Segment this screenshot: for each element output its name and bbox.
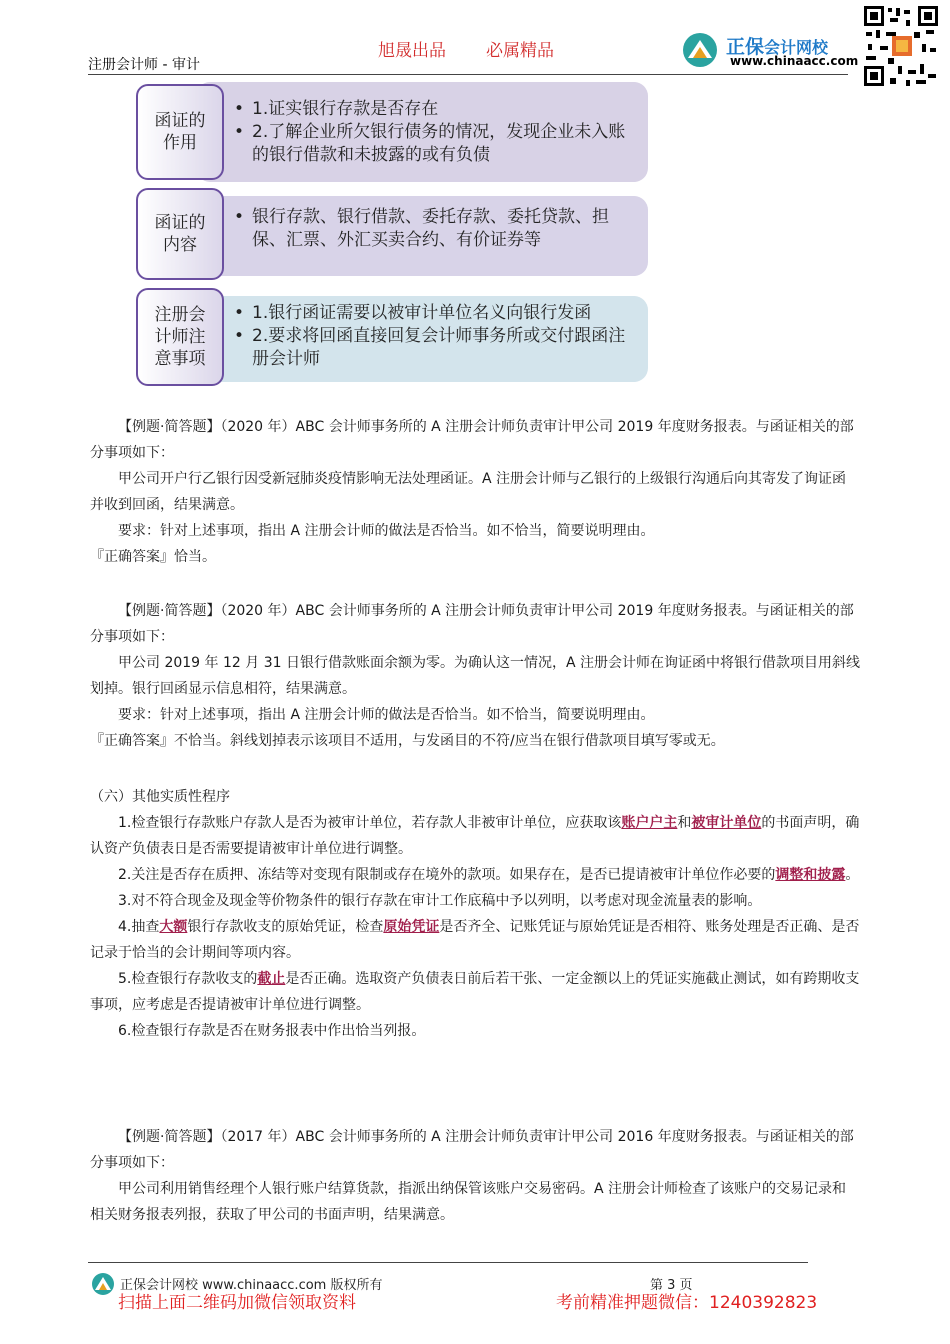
footer-promo-right: 考前精准押题微信：1240392823 [556,1293,818,1313]
diagram-item: • 2.要求将回函直接回复会计师事务所或交付跟函注册会计师 [234,325,639,371]
example-title: 【例题·简答题】（2020 年）ABC 会计师事务所的 A 注册会计师负责审计甲公司 2019 年度财务报表。与函证相关的部分事项如下： [90,419,854,461]
example-answer: 『正确答案』不恰当。斜线划掉表示该项目不适用，与发函目的不符/应当在银行借款项目填写零或无。 [90,733,725,749]
diagram-item: • 银行存款、银行借款、委托存款、委托贷款、担保、汇票、外汇买卖合约、有价证券等 [234,206,639,252]
diagram-label: 函证的 作用 [136,84,224,180]
header-subject: 注册会计师 - 审计 [88,57,200,73]
brand[interactable] [680,30,860,70]
highlight-term: 原始凭证 [383,919,440,935]
diagram-label: 注册会 计师注 意事项 [136,288,224,386]
highlight-term: 账户户主 [621,815,678,831]
diagram-items [234,98,639,167]
example-answer: 『正确答案』恰当。 [90,549,216,565]
example-title: 【例题·简答题】（2017 年）ABC 会计师事务所的 A 注册会计师负责审计甲公司 2016 年度财务报表。与函证相关的部分事项如下： [90,1129,854,1171]
brand-url: www.chinaacc.com [730,54,859,68]
diagram-row-notes [136,288,650,388]
page-number: 第 3 页 [650,1278,693,1293]
header-slogan [378,36,594,61]
brand-logo-icon [90,1272,116,1296]
diagram-items [234,302,639,371]
qr-code-icon [862,4,940,88]
section-heading: （六）其他实质性程序 [90,789,230,805]
procedure-item: 3.对不符合现金及现金等价物条件的银行存款在审计工作底稿中予以列明，以考虑对现金流量表的影响。 [118,893,762,909]
example-requirement: 要求：针对上述事项，指出 A 注册会计师的做法是否恰当。如不恰当，简要说明理由。 [118,707,655,723]
procedure-item: 2.关注是否存在质押、冻结等对变现有限制或存在境外的款项。如果存在，是否已提请被审计单位作必要的调整和披露。 [118,867,860,883]
footer-copyright: 正保会计网校 www.chinaacc.com 版权所有 [120,1278,383,1293]
procedure-item: 6.检查银行存款是否在财务报表中作出恰当列报。 [118,1023,426,1039]
brand-logo-icon [680,32,720,68]
example-body: 甲公司开户行乙银行因受新冠肺炎疫情影响无法处理函证。A 注册会计师与乙银行的上级银行沟通后向其寄发了询证函并收到回函，结果满意。 [90,471,847,513]
slogan-2: 必属精品 [486,41,554,61]
diagram-row-function [136,82,650,182]
diagram-items [234,206,639,252]
diagram-label: 函证的 内容 [136,188,224,280]
example-1 [90,414,860,570]
highlight-term: 被审计单位 [691,815,762,831]
highlight-term: 调整和披露 [775,867,846,883]
diagram-item: • 1.证实银行存款是否存在 [234,98,639,121]
header-rule [88,74,848,75]
diagram-row-content [136,188,650,276]
brand-name: 正保会计网校 [726,36,829,58]
highlight-term: 大额 [159,919,188,935]
example-title: 【例题·简答题】（2020 年）ABC 会计师事务所的 A 注册会计师负责审计甲公司 2019 年度财务报表。与函证相关的部分事项如下： [90,603,854,645]
footer-rule [88,1262,808,1263]
diagram-item: • 2.了解企业所欠银行债务的情况，发现企业未入账的银行借款和未披露的或有负债 [234,121,639,167]
procedure-item: 4.抽查大额银行存款收支的原始凭证，检查原始凭证是否齐全、记账凭证与原始凭证是否相符、账务处理是否正确、是否记录于恰当的会计期间等项内容。 [90,919,860,961]
example-3 [90,1124,860,1228]
section-other-procedures [90,784,860,1044]
example-body: 甲公司 2019 年 12 月 31 日银行借款账面余额为零。为确认这一情况，A 注册会计师在询证函中将银行借款项目用斜线划掉。银行回函显示信息相符，结果满意。 [90,655,860,697]
example-requirement: 要求：针对上述事项，指出 A 注册会计师的做法是否恰当。如不恰当，简要说明理由。 [118,523,655,539]
slogan-1: 旭晟出品 [378,41,446,61]
example-body: 甲公司利用销售经理个人银行账户结算货款，指派出纳保管该账户交易密码。A 注册会计师检查了该账户的交易记录和相关财务报表列报，获取了甲公司的书面声明，结果满意。 [90,1181,847,1223]
highlight-term: 截止 [257,971,286,987]
procedure-item: 5.检查银行存款收支的截止是否正确。选取资产负债表日前后若干张、一定金额以上的凭证实施截止测试，如有跨期收支事项，应考虑是否提请被审计单位进行调整。 [90,971,860,1013]
example-2 [90,598,860,754]
diagram-item: • 1.银行函证需要以被审计单位名义向银行发函 [234,302,639,325]
procedure-item: 1.检查银行存款账户存款人是否为被审计单位，若存款人非被审计单位，应获取该账户户主和被审计单位的书面声明，确认资产负债表日是否需要提请被审计单位进行调整。 [90,815,860,857]
footer-promo-left: 扫描上面二维码加微信领取资料 [118,1293,356,1313]
